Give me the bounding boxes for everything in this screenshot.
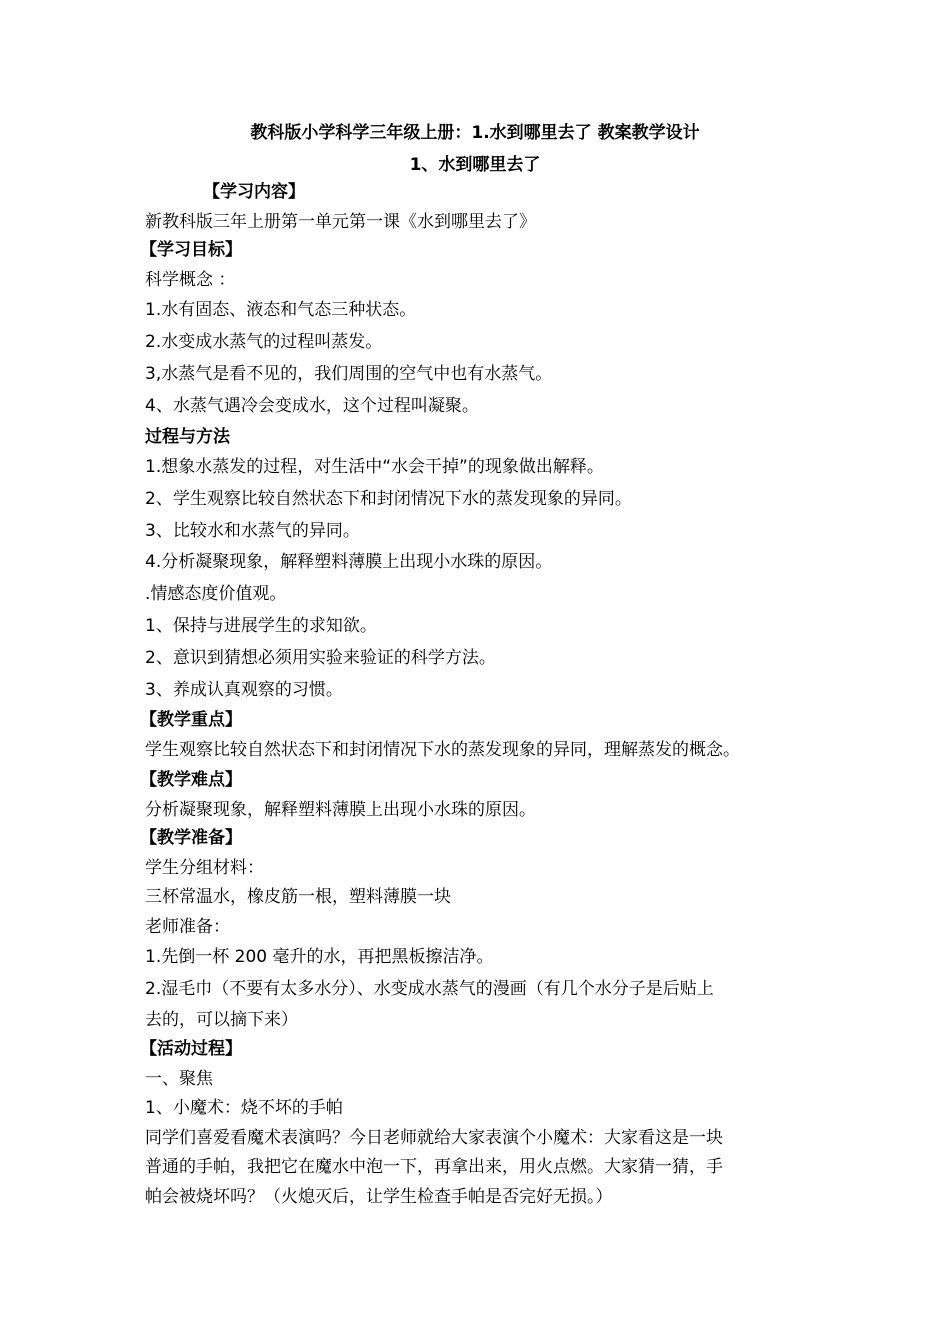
text-line: 4、水蒸气遇冷会变成水，这个过程叫凝聚。 bbox=[145, 396, 479, 416]
text-line: 1、小魔术：烧不坏的手帕 bbox=[145, 1098, 343, 1118]
text-line: 2、学生观察比较自然状态下和封闭情况下水的蒸发现象的异同。 bbox=[145, 489, 632, 509]
text-line: 科学概念 ： bbox=[145, 270, 236, 290]
text-line: 4.分析凝聚现象，解释塑料薄膜上出现小水珠的原因。 bbox=[145, 552, 553, 572]
section-heading-teaching-focus: 【教学重点】 bbox=[140, 710, 242, 730]
text-line: 1.水有固态、液态和气态三种状态。 bbox=[145, 300, 417, 320]
section-heading-activity-process: 【活动过程】 bbox=[140, 1039, 242, 1059]
text-line: 老师准备： bbox=[145, 917, 230, 937]
text-line: 2.水变成水蒸气的过程叫蒸发。 bbox=[145, 332, 383, 352]
section-heading-teaching-preparation: 【教学准备】 bbox=[140, 828, 242, 848]
text-line: 一、聚焦 bbox=[145, 1069, 213, 1089]
text-line: 1、保持与进展学生的求知欲。 bbox=[145, 616, 377, 636]
text-line: 2.湿毛巾（不要有太多水分）、水变成水蒸气的漫画（有几个水分子是后贴上 bbox=[145, 979, 714, 999]
text-line: 分析凝聚现象，解释塑料薄膜上出现小水珠的原因。 bbox=[145, 800, 536, 820]
section-heading-teaching-difficulty: 【教学难点】 bbox=[140, 770, 242, 790]
section-heading-learning-content: 【学习内容】 bbox=[203, 182, 305, 202]
text-line: 三杯常温水，橡皮筋一根，塑料薄膜一块 bbox=[145, 887, 451, 907]
text-line: 3,水蒸气是看不见的，我们周围的空气中也有水蒸气。 bbox=[145, 364, 553, 384]
text-line: 1.先倒一杯 200 毫升的水，再把黑板擦洁净。 bbox=[145, 947, 494, 967]
text-line: 普通的手帕，我把它在魔水中泡一下，再拿出来，用火点燃。大家猜一猜，手 bbox=[145, 1157, 723, 1177]
text-line: 学生观察比较自然状态下和封闭情况下水的蒸发现象的异同，理解蒸发的概念。 bbox=[145, 740, 740, 760]
text-line: 3、养成认真观察的习惯。 bbox=[145, 680, 343, 700]
text-line: 3、比较水和水蒸气的异同。 bbox=[145, 521, 360, 541]
section-heading-learning-goals: 【学习目标】 bbox=[140, 240, 242, 260]
text-line: 1.想象水蒸发的过程，对生活中“水会干掉”的现象做出解释。 bbox=[145, 457, 604, 477]
text-line: 2、意识到猜想必须用实验来验证的科学方法。 bbox=[145, 648, 496, 668]
subheading-process-methods: 过程与方法 bbox=[145, 427, 230, 447]
document-title: 教科版小学科学三年级上册：1.水到哪里去了 教案教学设计 bbox=[250, 123, 700, 143]
text-line: 帕会被烧坏吗？（火熄灭后，让学生检查手帕是否完好无损。） bbox=[145, 1187, 613, 1207]
document-subtitle: 1、水到哪里去了 bbox=[409, 155, 541, 175]
text-line: .情感态度价值观。 bbox=[145, 584, 287, 604]
text-line: 同学们喜爱看魔术表演吗？今日老师就给大家表演个小魔术：大家看这是一块 bbox=[145, 1128, 723, 1148]
text-line: 新教科版三年上册第一单元第一课《水到哪里去了》 bbox=[145, 212, 536, 232]
text-line: 学生分组材料： bbox=[145, 858, 264, 878]
text-line: 去的，可以摘下来） bbox=[145, 1010, 298, 1030]
